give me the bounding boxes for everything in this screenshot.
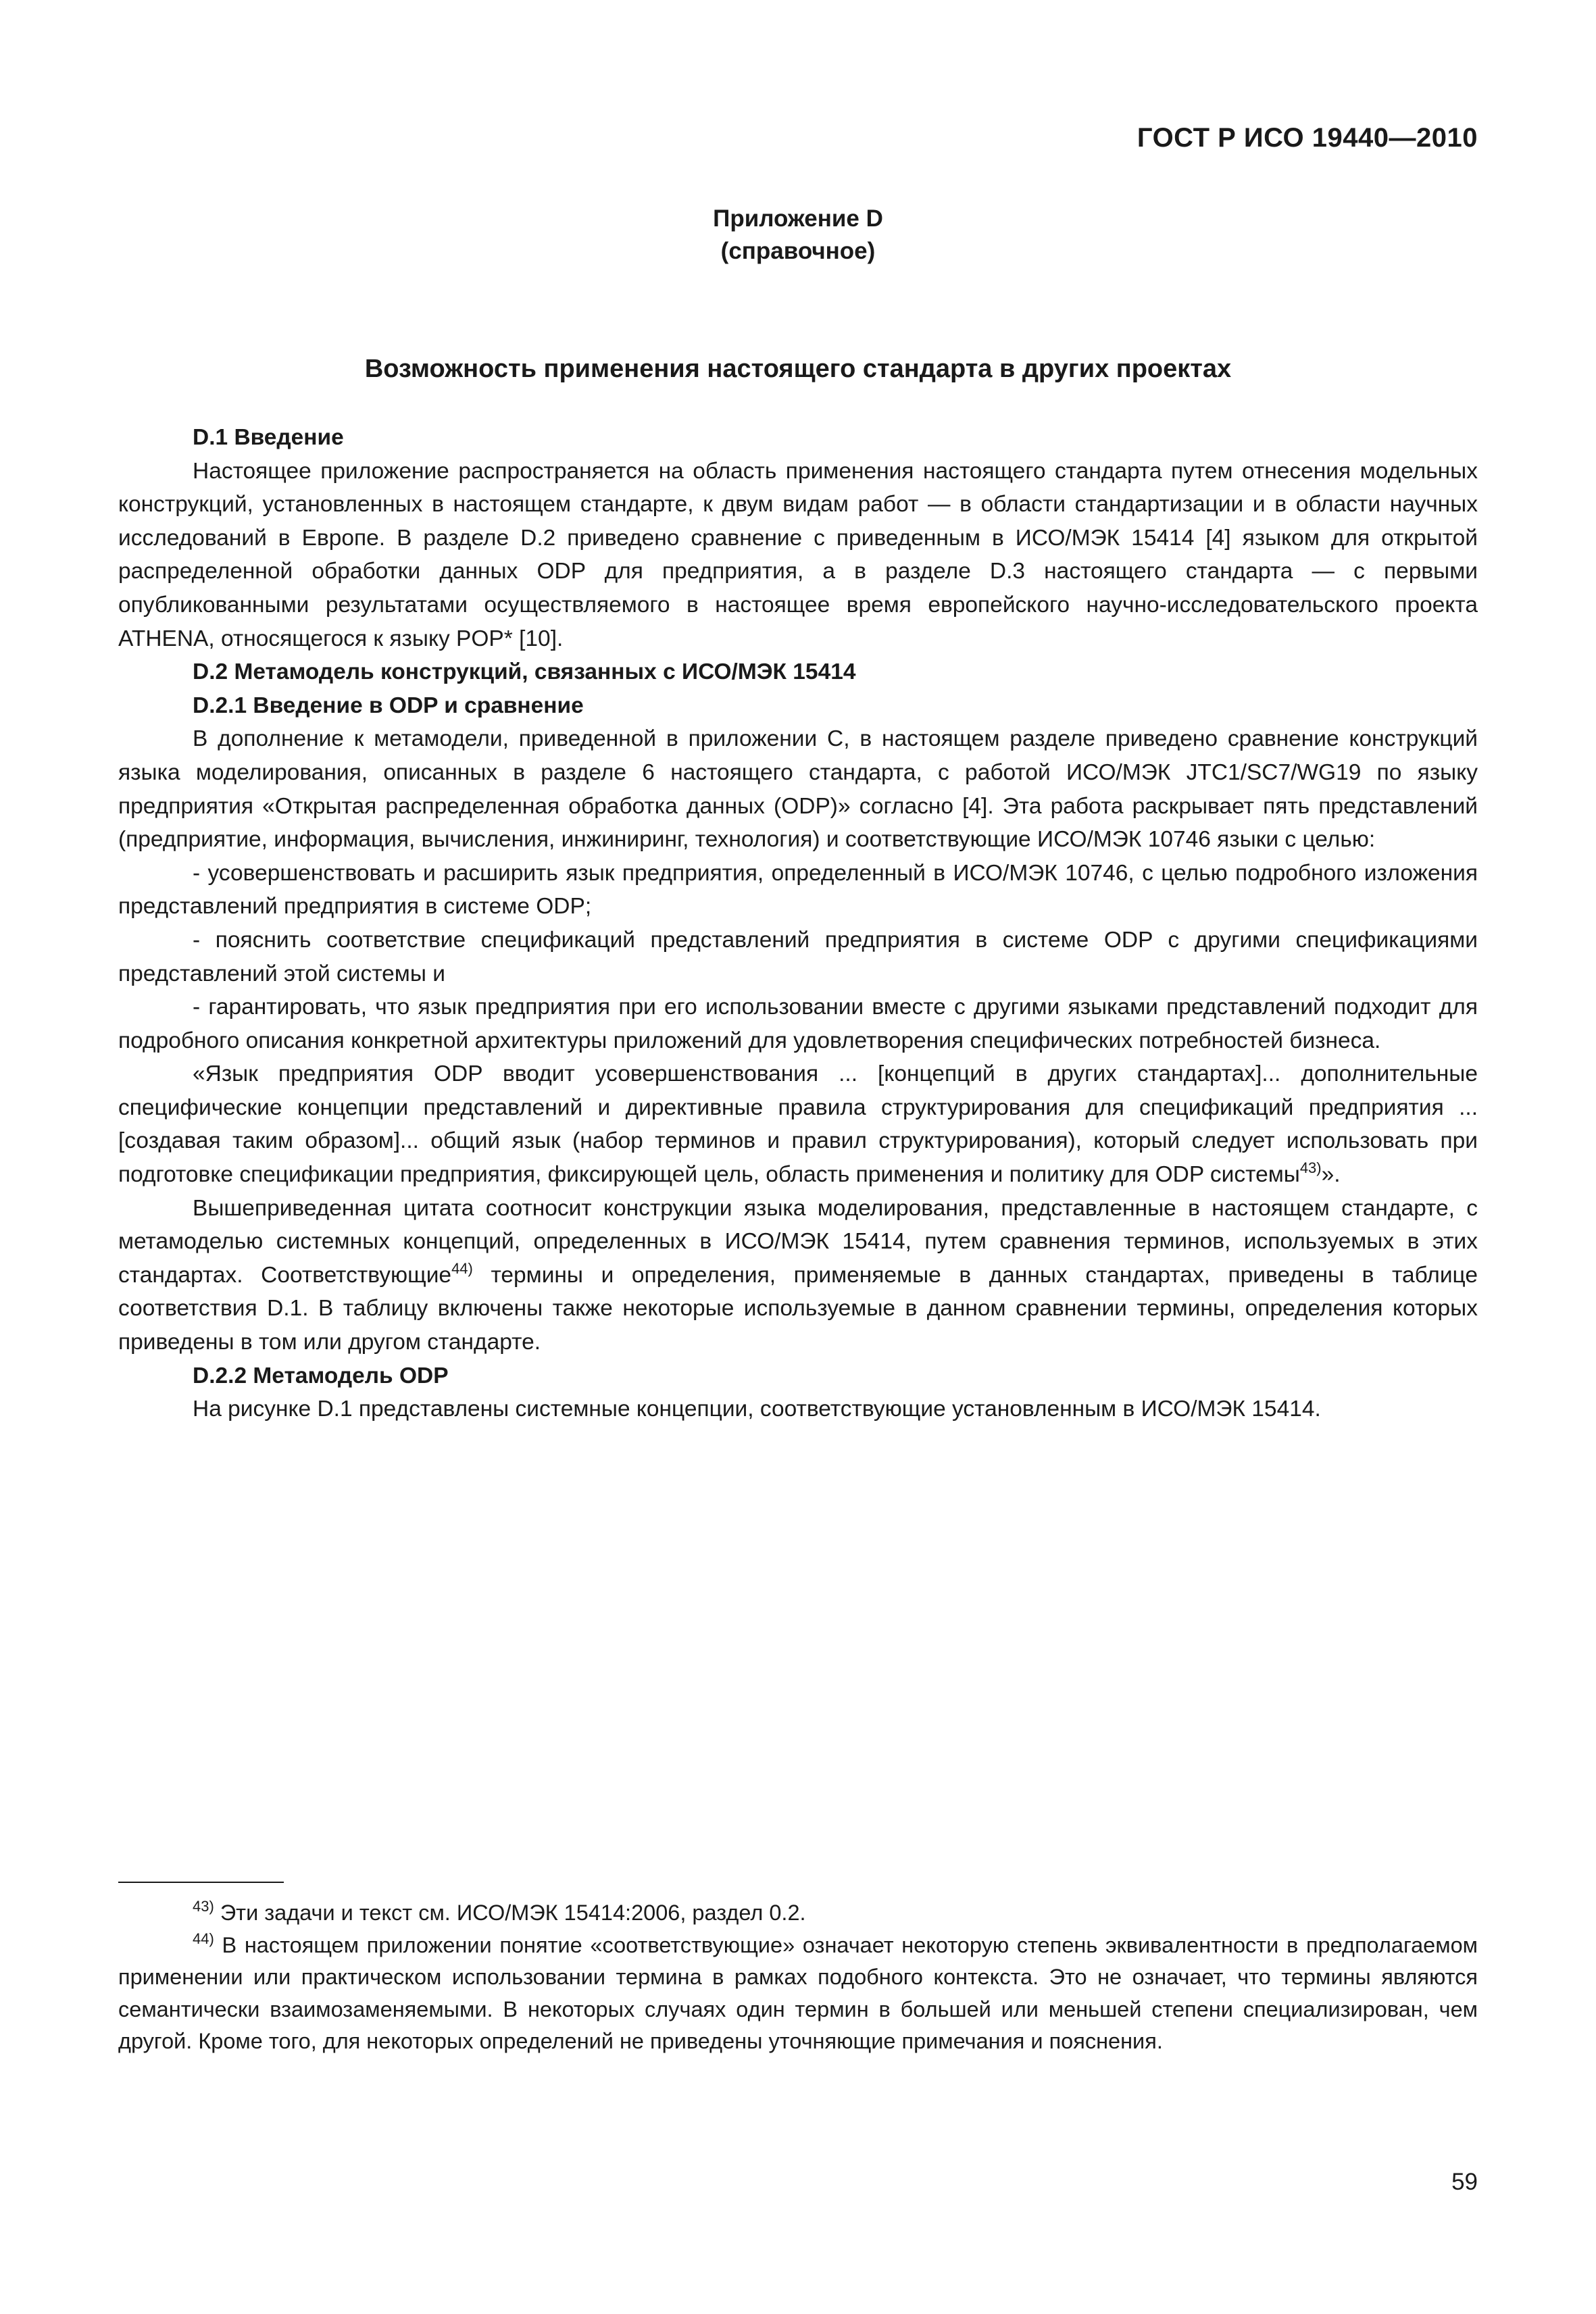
body-text bbox=[118, 421, 1478, 1426]
footnotes bbox=[118, 1897, 1478, 2058]
section-heading-d21: D.2.1 Введение в ODP и сравнение bbox=[193, 693, 584, 718]
footnote-divider bbox=[118, 1882, 284, 1883]
paragraph-text: Вышеприведенная цитата соотносит конструкции языка моделирования, представленные в настоящем стандарте, с метамоделью системных концепций, определенных в ИСО/МЭК 15414, путем сравнения терминов, используемых в этих стандартах. Соответствующие bbox=[118, 1195, 1478, 1288]
list-item: - пояснить соответствие спецификаций представлений предприятия в системе ODP с другими спецификациями представлений этой системы и bbox=[118, 927, 1478, 986]
quote-paragraph bbox=[118, 1057, 1478, 1191]
paragraph: На рисунке D.1 представлены системные концепции, соответствующие установленным в ИСО/МЭК 15414. bbox=[193, 1397, 1321, 1422]
paragraph: Настоящее приложение распространяется на область применения настоящего стандарта путем отнесения модельных конструкций, установленных в настоящем стандарте, к двум видам работ — в области стандартизации и в области научных исследований в Европе. В разделе D.2 приведено сравнение с приведенным в ИСО/МЭК 15414 [4] языком для открытой распределенной обработки данных ODP для предприятия, а в разделе D.3 настоящего стандарта — с первыми опубликованными результатами осуществляемого в настоящее время европейского научно-исследовательского проекта ATHENA, относящегося к языку POP* [10]. bbox=[118, 458, 1478, 651]
annex-title: Возможность применения настоящего стандарта в других проектах bbox=[364, 355, 1232, 383]
footnote-text: В настоящем приложении понятие «соответствующие» означает некоторую степень эквивалентности в предполагаемом применении или практическом использовании термина в рамках подобного контекста. Это не означает, что термины являются семантически взаимозаменяемыми. В некоторых случаях один термин в большей или меньшей степени специализирован, чем другой. Кроме того, для некоторых определений не приведены уточняющие примечания и пояснения. bbox=[118, 1932, 1478, 2054]
paragraph-text: термины и определения, применяемые в данных стандартах, приведены в таблице соответствия D.1. В таблицу включены также некоторые используемые в данном сравнении термины, определения которых приведены в том или другом стандарте. bbox=[118, 1262, 1478, 1355]
annex-header bbox=[0, 203, 1596, 268]
footnote-43 bbox=[118, 1897, 1478, 1930]
footnote-ref-43[interactable]: 43) bbox=[1299, 1159, 1322, 1177]
footnote-text: Эти задачи и текст см. ИСО/МЭК 15414:2006, раздел 0.2. bbox=[214, 1901, 806, 1925]
quote-end: ». bbox=[1321, 1162, 1341, 1188]
document-id: ГОСТ Р ИСО 19440—2010 bbox=[1137, 123, 1478, 153]
footnote-ref-44[interactable]: 44) bbox=[451, 1259, 473, 1277]
footnote-44 bbox=[118, 1930, 1478, 2058]
quote-text: «Язык предприятия ODP вводит усовершенствования ... [концепций в других стандартах]... дополнительные специфические концепции представлений и директивные правила структурирования для спецификаций предприятия ... [создавая таким образом]... общий язык (набор терминов и правил структурирования), который следует использовать при подготовке спецификации предприятия, фиксирующей цель, область применения и политику для ODP системы bbox=[118, 1061, 1478, 1188]
section-heading-d1: D.1 Введение bbox=[193, 425, 344, 450]
section-heading-d2: D.2 Метамодель конструкций, связанных с ИСО/МЭК 15414 bbox=[193, 659, 856, 685]
paragraph bbox=[118, 1192, 1478, 1359]
footnote-mark: 43) bbox=[193, 1898, 214, 1915]
list-item: - гарантировать, что язык предприятия при его использовании вместе с другими языками представлений подходит для подробного описания конкретной архитектуры приложений для удовлетворения специфических потребностей бизнеса. bbox=[118, 995, 1478, 1053]
annex-label: Приложение D bbox=[713, 205, 883, 232]
footnote-mark: 44) bbox=[193, 1930, 214, 1947]
list-item: - усовершенствовать и расширить язык предприятия, определенный в ИСО/МЭК 10746, с целью подробного изложения представлений предприятия в системе ODP; bbox=[118, 860, 1478, 920]
paragraph: В дополнение к метамодели, приведенной в приложении С, в настоящем разделе приведено сравнение конструкций языка моделирования, описанных в разделе 6 настоящего стандарта, с работой ИСО/МЭК JTC1/SC7/WG19 по языку предприятия «Открытая распределенная обработка данных (ODP)» согласно [4]. Эта работа раскрывает пять представлений (предприятие, информация, вычисления, инжиниринг, технология) и соответствующие ИСО/МЭК 10746 языки с целью: bbox=[118, 726, 1478, 853]
page-number: 59 bbox=[1451, 2169, 1478, 2195]
section-heading-d22: D.2.2 Метамодель ODP bbox=[193, 1363, 449, 1388]
annex-status: (справочное) bbox=[720, 238, 876, 264]
